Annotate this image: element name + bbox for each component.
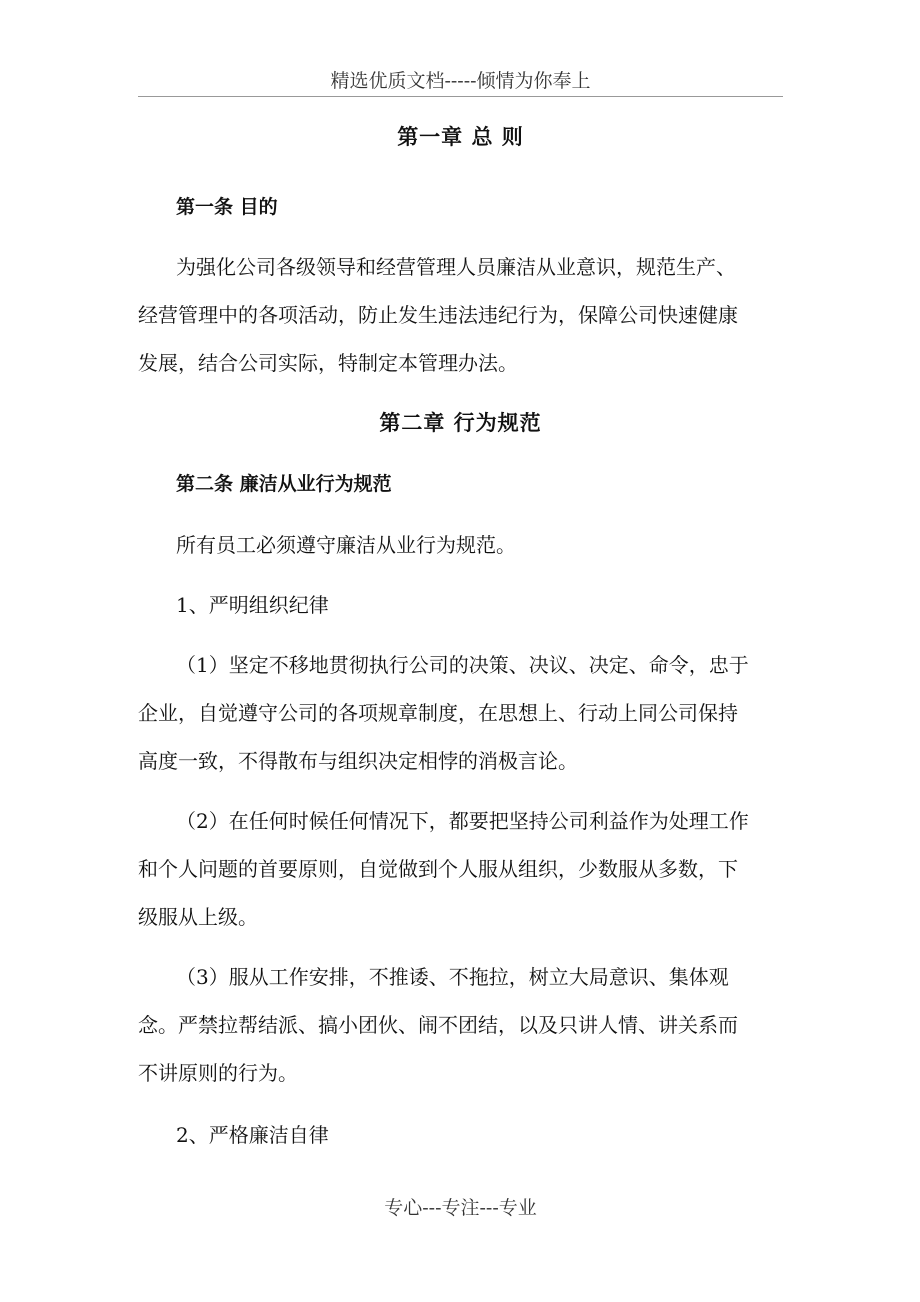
article-1-line-3: 发展，结合公司实际，特制定本管理办法。 [138, 351, 518, 375]
header-rule [138, 96, 783, 97]
article-1-title: 第一条 目的 [176, 196, 278, 218]
section-2-title: 2、严格廉洁自律 [176, 1123, 329, 1147]
article-1-line-1: 为强化公司各级领导和经营管理人员廉洁从业意识，规范生产、 [176, 255, 736, 279]
item-2-line-2: 和个人问题的首要原则，自觉做到个人服从组织，少数服从多数，下 [138, 857, 738, 881]
chapter-2-title: 第二章 行为规范 [379, 410, 542, 435]
item-3-line-3: 不讲原则的行为。 [138, 1061, 298, 1085]
item-1-line-2: 企业，自觉遵守公司的各项规章制度，在思想上、行动上同公司保持 [138, 701, 738, 725]
page-footer: 专心---专注---专业 [384, 1197, 537, 1219]
section-1-title: 1、严明组织纪律 [176, 593, 329, 617]
item-3-line-1: （3）服从工作安排，不推诿、不拖拉，树立大局意识、集体观 [176, 965, 729, 989]
item-2-line-3: 级服从上级。 [138, 905, 258, 929]
item-1-line-3: 高度一致，不得散布与组织决定相悖的消极言论。 [138, 749, 578, 773]
chapter-1-title: 第一章 总 则 [397, 124, 524, 149]
article-2-title: 第二条 廉洁从业行为规范 [176, 473, 392, 495]
article-2-intro: 所有员工必须遵守廉洁从业行为规范。 [176, 533, 516, 557]
item-2-line-1: （2）在任何时候任何情况下，都要把坚持公司利益作为处理工作 [176, 809, 749, 833]
article-1-line-2: 经营管理中的各项活动，防止发生违法违纪行为，保障公司快速健康 [138, 303, 738, 327]
page-header: 精选优质文档-----倾情为你奉上 [330, 70, 591, 92]
item-3-line-2: 念。严禁拉帮结派、搞小团伙、闹不团结，以及只讲人情、讲关系而 [138, 1013, 738, 1037]
item-1-line-1: （1）坚定不移地贯彻执行公司的决策、决议、决定、命令，忠于 [176, 653, 749, 677]
